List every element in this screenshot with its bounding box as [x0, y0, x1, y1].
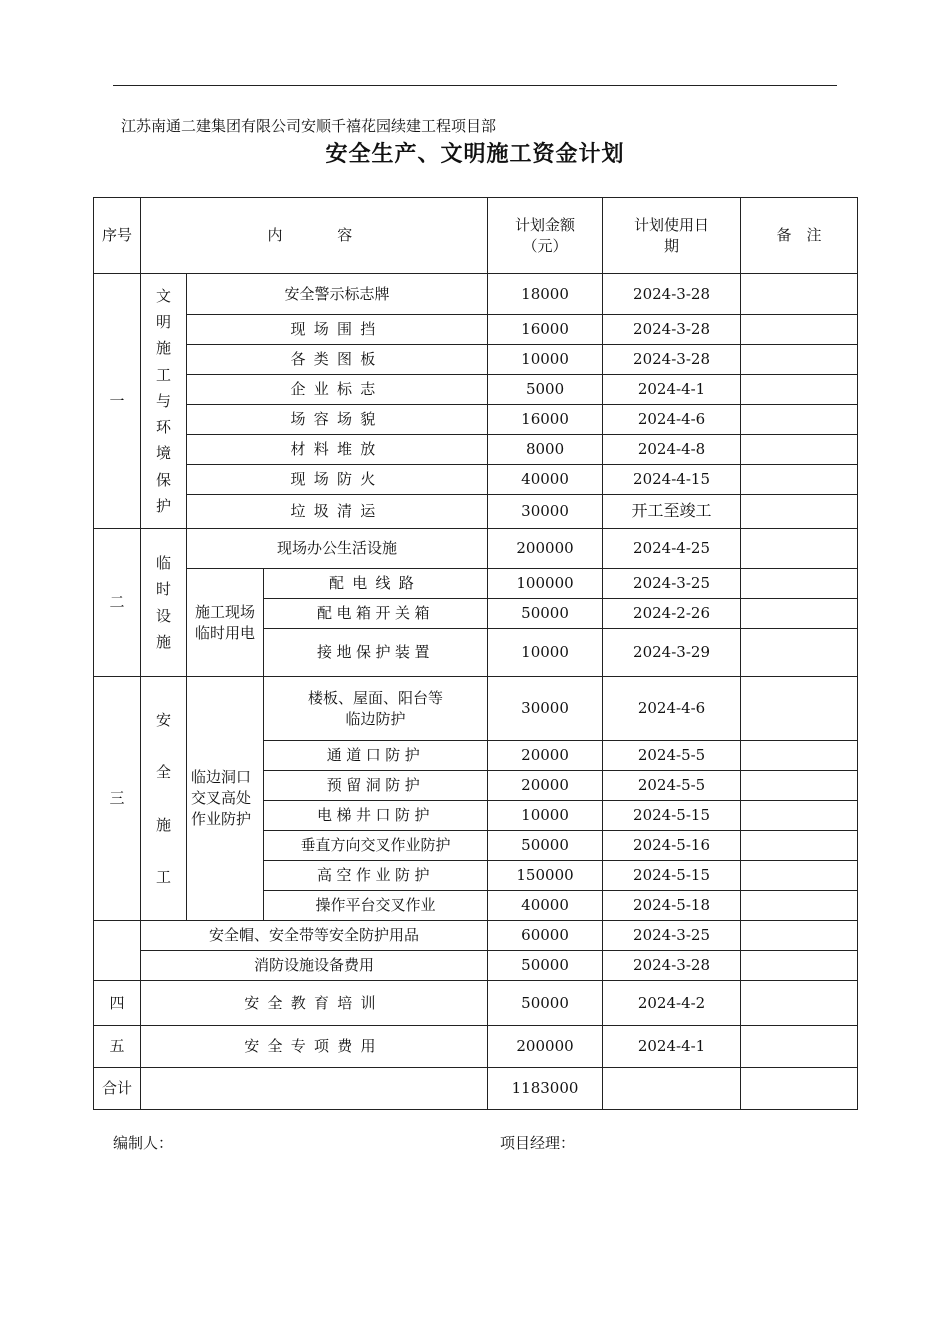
section3-item: 高空作业防护 — [264, 861, 488, 891]
section3-fire-date: 2024-3-28 — [603, 951, 741, 981]
section1-date: 2024-4-1 — [603, 375, 741, 405]
total-amount: 1183000 — [488, 1068, 603, 1110]
table-row — [94, 951, 858, 981]
section3-remark — [741, 951, 858, 981]
section2-office-date: 2024-4-25 — [603, 529, 741, 569]
section3-item: 通道口防护 — [264, 741, 488, 771]
section2-seq: 二 — [94, 529, 141, 677]
section2-office-amount: 200000 — [488, 529, 603, 569]
section3-amount: 150000 — [488, 861, 603, 891]
section2-category-text: 临时设施 — [155, 554, 171, 651]
section3-helmet-date: 2024-3-25 — [603, 921, 741, 951]
section1-amount: 16000 — [488, 315, 603, 345]
table-row — [94, 465, 858, 495]
company-name: 江苏南通二建集团有限公司安顺千禧花园续建工程项目部 — [121, 117, 497, 135]
section3-date: 2024-5-15 — [603, 801, 741, 831]
section3-remark — [741, 771, 858, 801]
section3-category — [141, 677, 187, 921]
section1-remark — [741, 465, 858, 495]
total-label: 合计 — [94, 1068, 141, 1110]
section3-amount: 40000 — [488, 891, 603, 921]
section3-item: 楼板、屋面、阳台等临边防护 — [264, 677, 488, 741]
section1-date: 2024-3-28 — [603, 315, 741, 345]
manager-label: 项目经理： — [500, 1134, 576, 1152]
section1-remark — [741, 375, 858, 405]
table-row — [94, 495, 858, 529]
section3-amount: 30000 — [488, 677, 603, 741]
section3-amount: 20000 — [488, 771, 603, 801]
page-title: 安全生产、文明施工资金计划 — [325, 141, 625, 167]
section3-sub-category: 临边洞口交叉高处作业防护 — [187, 677, 264, 921]
section3-item: 操作平台交叉作业 — [264, 891, 488, 921]
section1-item: 现场围挡 — [187, 315, 488, 345]
table-row — [94, 375, 858, 405]
table-row — [94, 1026, 858, 1068]
section3-fire-item: 消防设施设备费用 — [141, 951, 488, 981]
section1-item: 垃圾清运 — [187, 495, 488, 529]
section2-remark — [741, 569, 858, 599]
header-content: 内 容 — [141, 198, 488, 274]
section5-amount: 200000 — [488, 1026, 603, 1068]
section2-item: 接地保护装置 — [264, 629, 488, 677]
section1-date: 2024-4-15 — [603, 465, 741, 495]
section1-remark — [741, 345, 858, 375]
section1-amount: 30000 — [488, 495, 603, 529]
section2-remark — [741, 599, 858, 629]
section3-remark — [741, 861, 858, 891]
section1-item: 安全警示标志牌 — [187, 274, 488, 315]
section3-remark — [741, 741, 858, 771]
section3-item: 电梯井口防护 — [264, 801, 488, 831]
section2-office-item: 现场办公生活设施 — [187, 529, 488, 569]
section1-amount: 40000 — [488, 465, 603, 495]
section1-item: 各类图板 — [187, 345, 488, 375]
section2-item: 配电线路 — [264, 569, 488, 599]
section3-date: 2024-5-18 — [603, 891, 741, 921]
section2-date: 2024-3-29 — [603, 629, 741, 677]
section3-date: 2024-4-6 — [603, 677, 741, 741]
header-rule — [113, 85, 837, 86]
section3-date: 2024-5-15 — [603, 861, 741, 891]
preparer-label: 编制人： — [113, 1134, 174, 1152]
section2-item: 配电箱开关箱 — [264, 599, 488, 629]
section1-item: 企业标志 — [187, 375, 488, 405]
header-seq: 序号 — [94, 198, 141, 274]
section3-date: 2024-5-5 — [603, 771, 741, 801]
section3-remark — [741, 891, 858, 921]
section2-date: 2024-2-26 — [603, 599, 741, 629]
table-row — [94, 921, 858, 951]
section2-amount: 100000 — [488, 569, 603, 599]
total-remark — [741, 1068, 858, 1110]
section1-date: 2024-4-8 — [603, 435, 741, 465]
section3-remark — [741, 921, 858, 951]
header-remark: 备 注 — [741, 198, 858, 274]
section3-remark — [741, 831, 858, 861]
table-row — [94, 274, 858, 315]
section5-seq: 五 — [94, 1026, 141, 1068]
section4-remark — [741, 981, 858, 1026]
section3-fire-amount: 50000 — [488, 951, 603, 981]
section1-category-text: 文明施工与环境保护 — [155, 286, 171, 515]
section1-remark — [741, 315, 858, 345]
section1-amount: 18000 — [488, 274, 603, 315]
section2-remark — [741, 529, 858, 569]
total-date — [603, 1068, 741, 1110]
section2-remark — [741, 629, 858, 677]
section2-amount: 50000 — [488, 599, 603, 629]
section3-seq: 三 — [94, 677, 141, 921]
section1-date: 2024-3-28 — [603, 345, 741, 375]
header-date: 计划使用日期 — [603, 198, 741, 274]
section3-remark — [741, 677, 858, 741]
header-amount: 计划金额（元） — [488, 198, 603, 274]
fund-plan-table — [93, 197, 858, 1110]
table-row — [94, 315, 858, 345]
section3-remark — [741, 801, 858, 831]
table-row — [94, 981, 858, 1026]
section1-amount: 16000 — [488, 405, 603, 435]
section3-helmet-item: 安全帽、安全带等安全防护用品 — [141, 921, 488, 951]
table-row — [94, 345, 858, 375]
section5-item: 安全专项费用 — [141, 1026, 488, 1068]
section2-category — [141, 529, 187, 677]
section1-date: 2024-3-28 — [603, 274, 741, 315]
total-content — [141, 1068, 488, 1110]
section2-sub-category: 施工现场临时用电 — [187, 569, 264, 677]
table-total-row — [94, 1068, 858, 1110]
table-row — [94, 529, 858, 569]
section1-date: 2024-4-6 — [603, 405, 741, 435]
section3-date: 2024-5-16 — [603, 831, 741, 861]
section1-remark — [741, 435, 858, 465]
table-header-row — [94, 198, 858, 274]
section1-remark — [741, 405, 858, 435]
section2-amount: 10000 — [488, 629, 603, 677]
section1-item: 材料堆放 — [187, 435, 488, 465]
section1-remark — [741, 274, 858, 315]
section4-item: 安全教育培训 — [141, 981, 488, 1026]
section3-amount: 10000 — [488, 801, 603, 831]
section5-date: 2024-4-1 — [603, 1026, 741, 1068]
section3-amount: 20000 — [488, 741, 603, 771]
section5-remark — [741, 1026, 858, 1068]
section1-item: 场容场貌 — [187, 405, 488, 435]
section3-item: 预留洞防护 — [264, 771, 488, 801]
section3-extra-seq — [94, 921, 141, 981]
section4-seq: 四 — [94, 981, 141, 1026]
table-row — [94, 435, 858, 465]
section1-category — [141, 274, 187, 529]
section3-item: 垂直方向交叉作业防护 — [264, 831, 488, 861]
section3-helmet-amount: 60000 — [488, 921, 603, 951]
section1-date: 开工至竣工 — [603, 495, 741, 529]
section3-amount: 50000 — [488, 831, 603, 861]
table-row — [94, 405, 858, 435]
section1-item: 现场防火 — [187, 465, 488, 495]
section3-date: 2024-5-5 — [603, 741, 741, 771]
section3-category-text: 安全施工 — [155, 710, 171, 886]
table-row — [94, 677, 858, 741]
section4-date: 2024-4-2 — [603, 981, 741, 1026]
section2-date: 2024-3-25 — [603, 569, 741, 599]
section1-amount: 5000 — [488, 375, 603, 405]
section1-amount: 10000 — [488, 345, 603, 375]
section1-remark — [741, 495, 858, 529]
table-row — [94, 569, 858, 599]
section1-amount: 8000 — [488, 435, 603, 465]
section1-seq: 一 — [94, 274, 141, 529]
section4-amount: 50000 — [488, 981, 603, 1026]
